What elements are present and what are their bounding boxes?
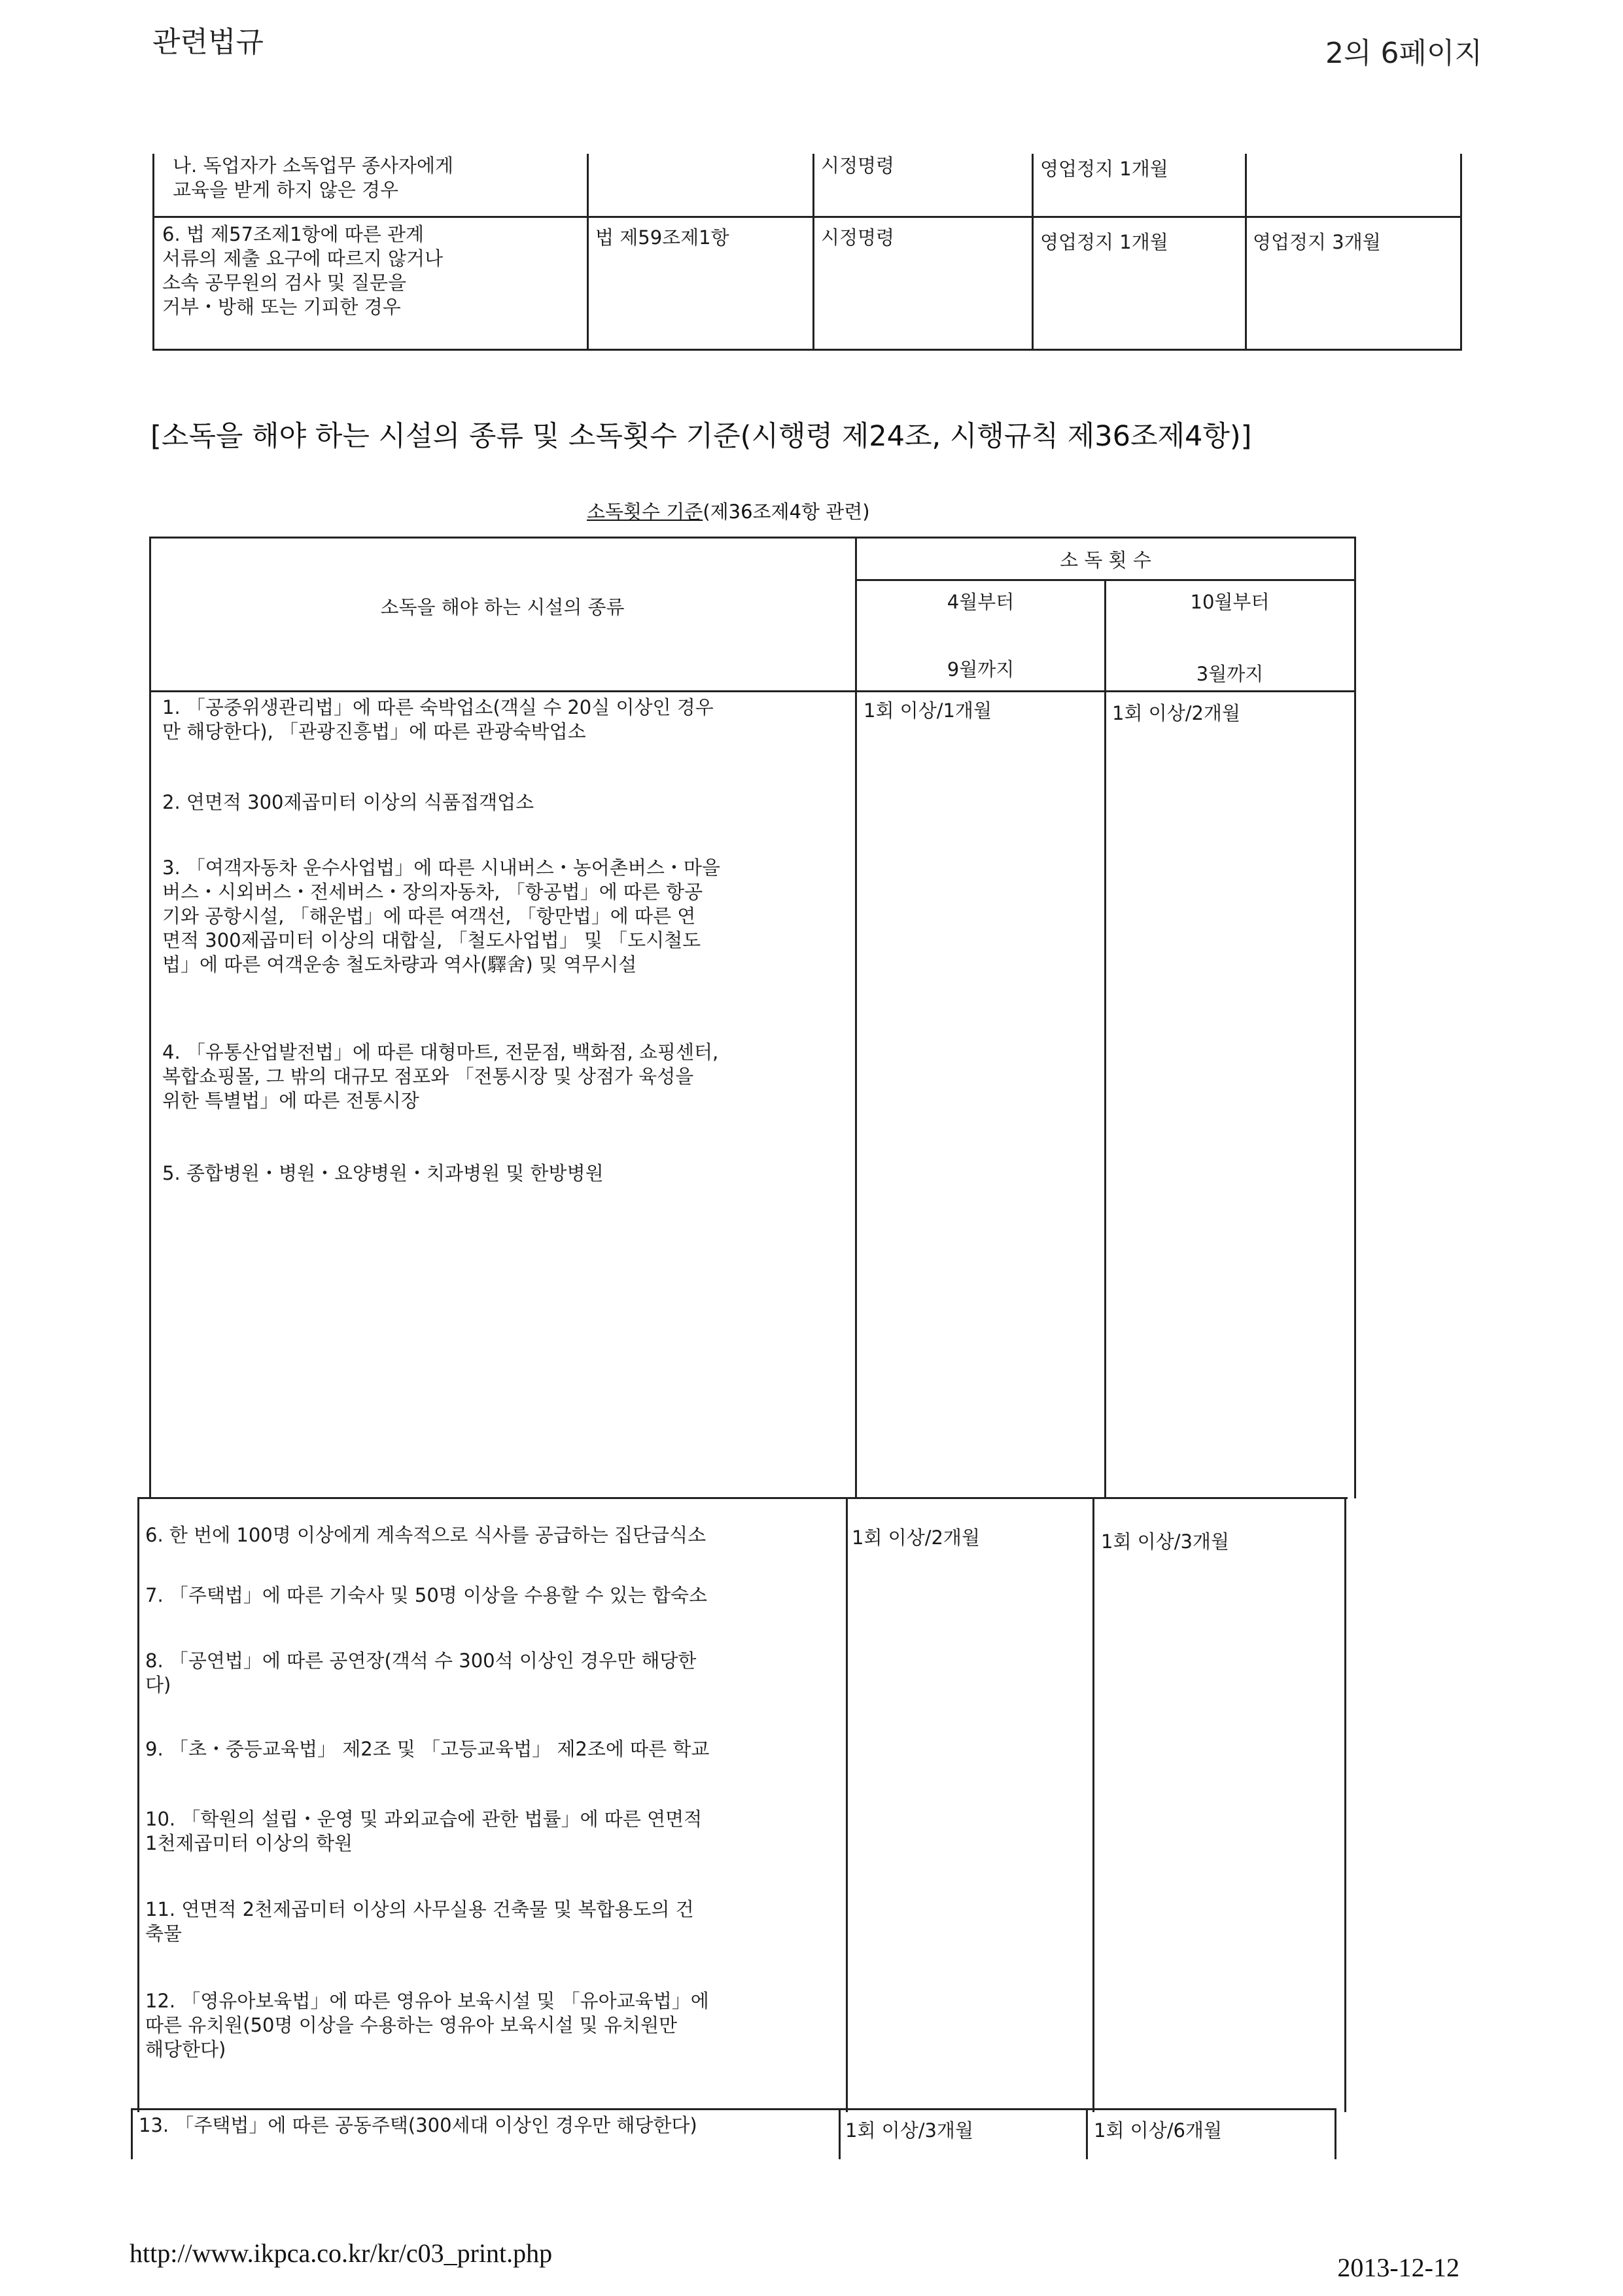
frequency-summer: 1회 이상/3개월 <box>845 2119 973 2142</box>
facility-item: 9. 「초・중등교육법」 제2조 및 「고등교육법」 제2조에 따른 학교 <box>145 1738 710 1760</box>
frequency-winter: 1회 이상/6개월 <box>1094 2119 1222 2142</box>
facility-item: 8. 「공연법」에 따른 공연장(객석 수 300석 이상인 경우만 해당한 다) <box>145 1650 697 1696</box>
page-number: 2의 6페이지 <box>1325 37 1482 70</box>
facility-item: 1. 「공중위생관리법」에 따른 숙박업소(객실 수 20실 이상인 경우 만 해당한다), 「관광진흥법」에 따른 관광숙박업소 <box>162 696 714 743</box>
frequency-summer: 1회 이상/1개월 <box>864 699 992 722</box>
facility-item: 7. 「주택법」에 따른 기숙사 및 50명 이상을 수용할 수 있는 합숙소 <box>145 1584 708 1606</box>
table-caption <box>587 497 870 524</box>
facility-item: 6. 한 번에 100명 이상에게 계속적으로 식사를 공급하는 집단급식소 <box>145 1524 707 1546</box>
penalty-row-first: 시정명령 <box>821 154 895 177</box>
penalty-row-third: 영업정지 3개월 <box>1253 231 1381 253</box>
facility-item: 13. 「주택법」에 따른 공동주택(300세대 이상인 경우만 해당한다) <box>139 2114 697 2136</box>
facility-item: 10. 「학원의 설립・운영 및 과외교습에 관한 법률」에 따른 연면적 1천제곱미터 이상의 학원 <box>145 1808 703 1854</box>
facility-item: 5. 종합병원・병원・요양병원・치과병원 및 한방병원 <box>162 1162 604 1184</box>
penalty-row-second: 영업정지 1개월 <box>1040 158 1168 180</box>
facility-item: 3. 「여객자동차 운수사업법」에 따른 시내버스・농어촌버스・마을 버스・시외버스・전세버스・장의자동차, 「항공법」에 따른 항공 기와 공항시설, 「해운법」에 따른 여객선, 「항만법」에 따른 연 면적 300제곱미터 이상의 대합실, 「철도사업법」 및 「도시철도 법」에 따른 여객운송 철도차량과 역사(驛舍) 및 역무시설 <box>162 857 720 976</box>
penalty-row-second: 영업정지 1개월 <box>1040 231 1168 253</box>
section-title: [소독을 해야 하는 시설의 종류 및 소독횟수 기준(시행령 제24조, 시행규칙 제36조제4항)] <box>150 420 1252 453</box>
penalty-row-first: 시정명령 <box>821 226 895 249</box>
footer-url: http://www.ikpca.co.kr/kr/c03_print.php <box>130 2238 553 2268</box>
frequency-winter: 1회 이상/2개월 <box>1112 702 1240 724</box>
table-caption-title: 소독횟수 기준 <box>587 501 703 523</box>
header-disinfection-count: 소 독 횟 수 <box>1060 549 1151 571</box>
header-period2-start: 10월부터 <box>1190 591 1270 613</box>
facility-item: 11. 연면적 2천제곱미터 이상의 사무실용 건축물 및 복합용도의 건 축물 <box>145 1898 694 1945</box>
frequency-winter: 1회 이상/3개월 <box>1101 1530 1229 1553</box>
facility-item: 2. 연면적 300제곱미터 이상의 식품접객업소 <box>162 791 534 813</box>
penalty-row-basis: 법 제59조제1항 <box>595 226 729 249</box>
frequency-summer: 1회 이상/2개월 <box>852 1527 980 1549</box>
footer-date: 2013-12-12 <box>1337 2253 1459 2282</box>
table-caption-ref: (제36조제4항 관련) <box>703 501 870 523</box>
header-period1-start: 4월부터 <box>947 591 1015 613</box>
header-period1-end: 9월까지 <box>947 658 1015 680</box>
penalty-row-violation: 6. 법 제57조제1항에 따른 관계 서류의 제출 요구에 따르지 않거나 소속 공무원의 검사 및 질문을 거부・방해 또는 기피한 경우 <box>162 223 444 318</box>
header-period2-end: 3월까지 <box>1196 663 1264 685</box>
facility-item: 4. 「유통산업발전법」에 따른 대형마트, 전문점, 백화점, 쇼핑센터, 복합쇼핑몰, 그 밖의 대규모 점포와 「전통시장 및 상점가 육성을 위한 특별법」에 따른 전통시장 <box>162 1041 719 1112</box>
facility-item: 12. 「영유아보육법」에 따른 영유아 보육시설 및 「유아교육법」에 따른 유치원(50명 이상을 수용하는 영유아 보육시설 및 유치원만 해당한다) <box>145 1990 709 2060</box>
page-header-left: 관련법규 <box>152 26 264 59</box>
penalty-row-violation: 나. 독업자가 소독업무 종사자에게 교육을 받게 하지 않은 경우 <box>173 154 454 201</box>
header-facility-type: 소독을 해야 하는 시설의 종류 <box>380 596 625 618</box>
